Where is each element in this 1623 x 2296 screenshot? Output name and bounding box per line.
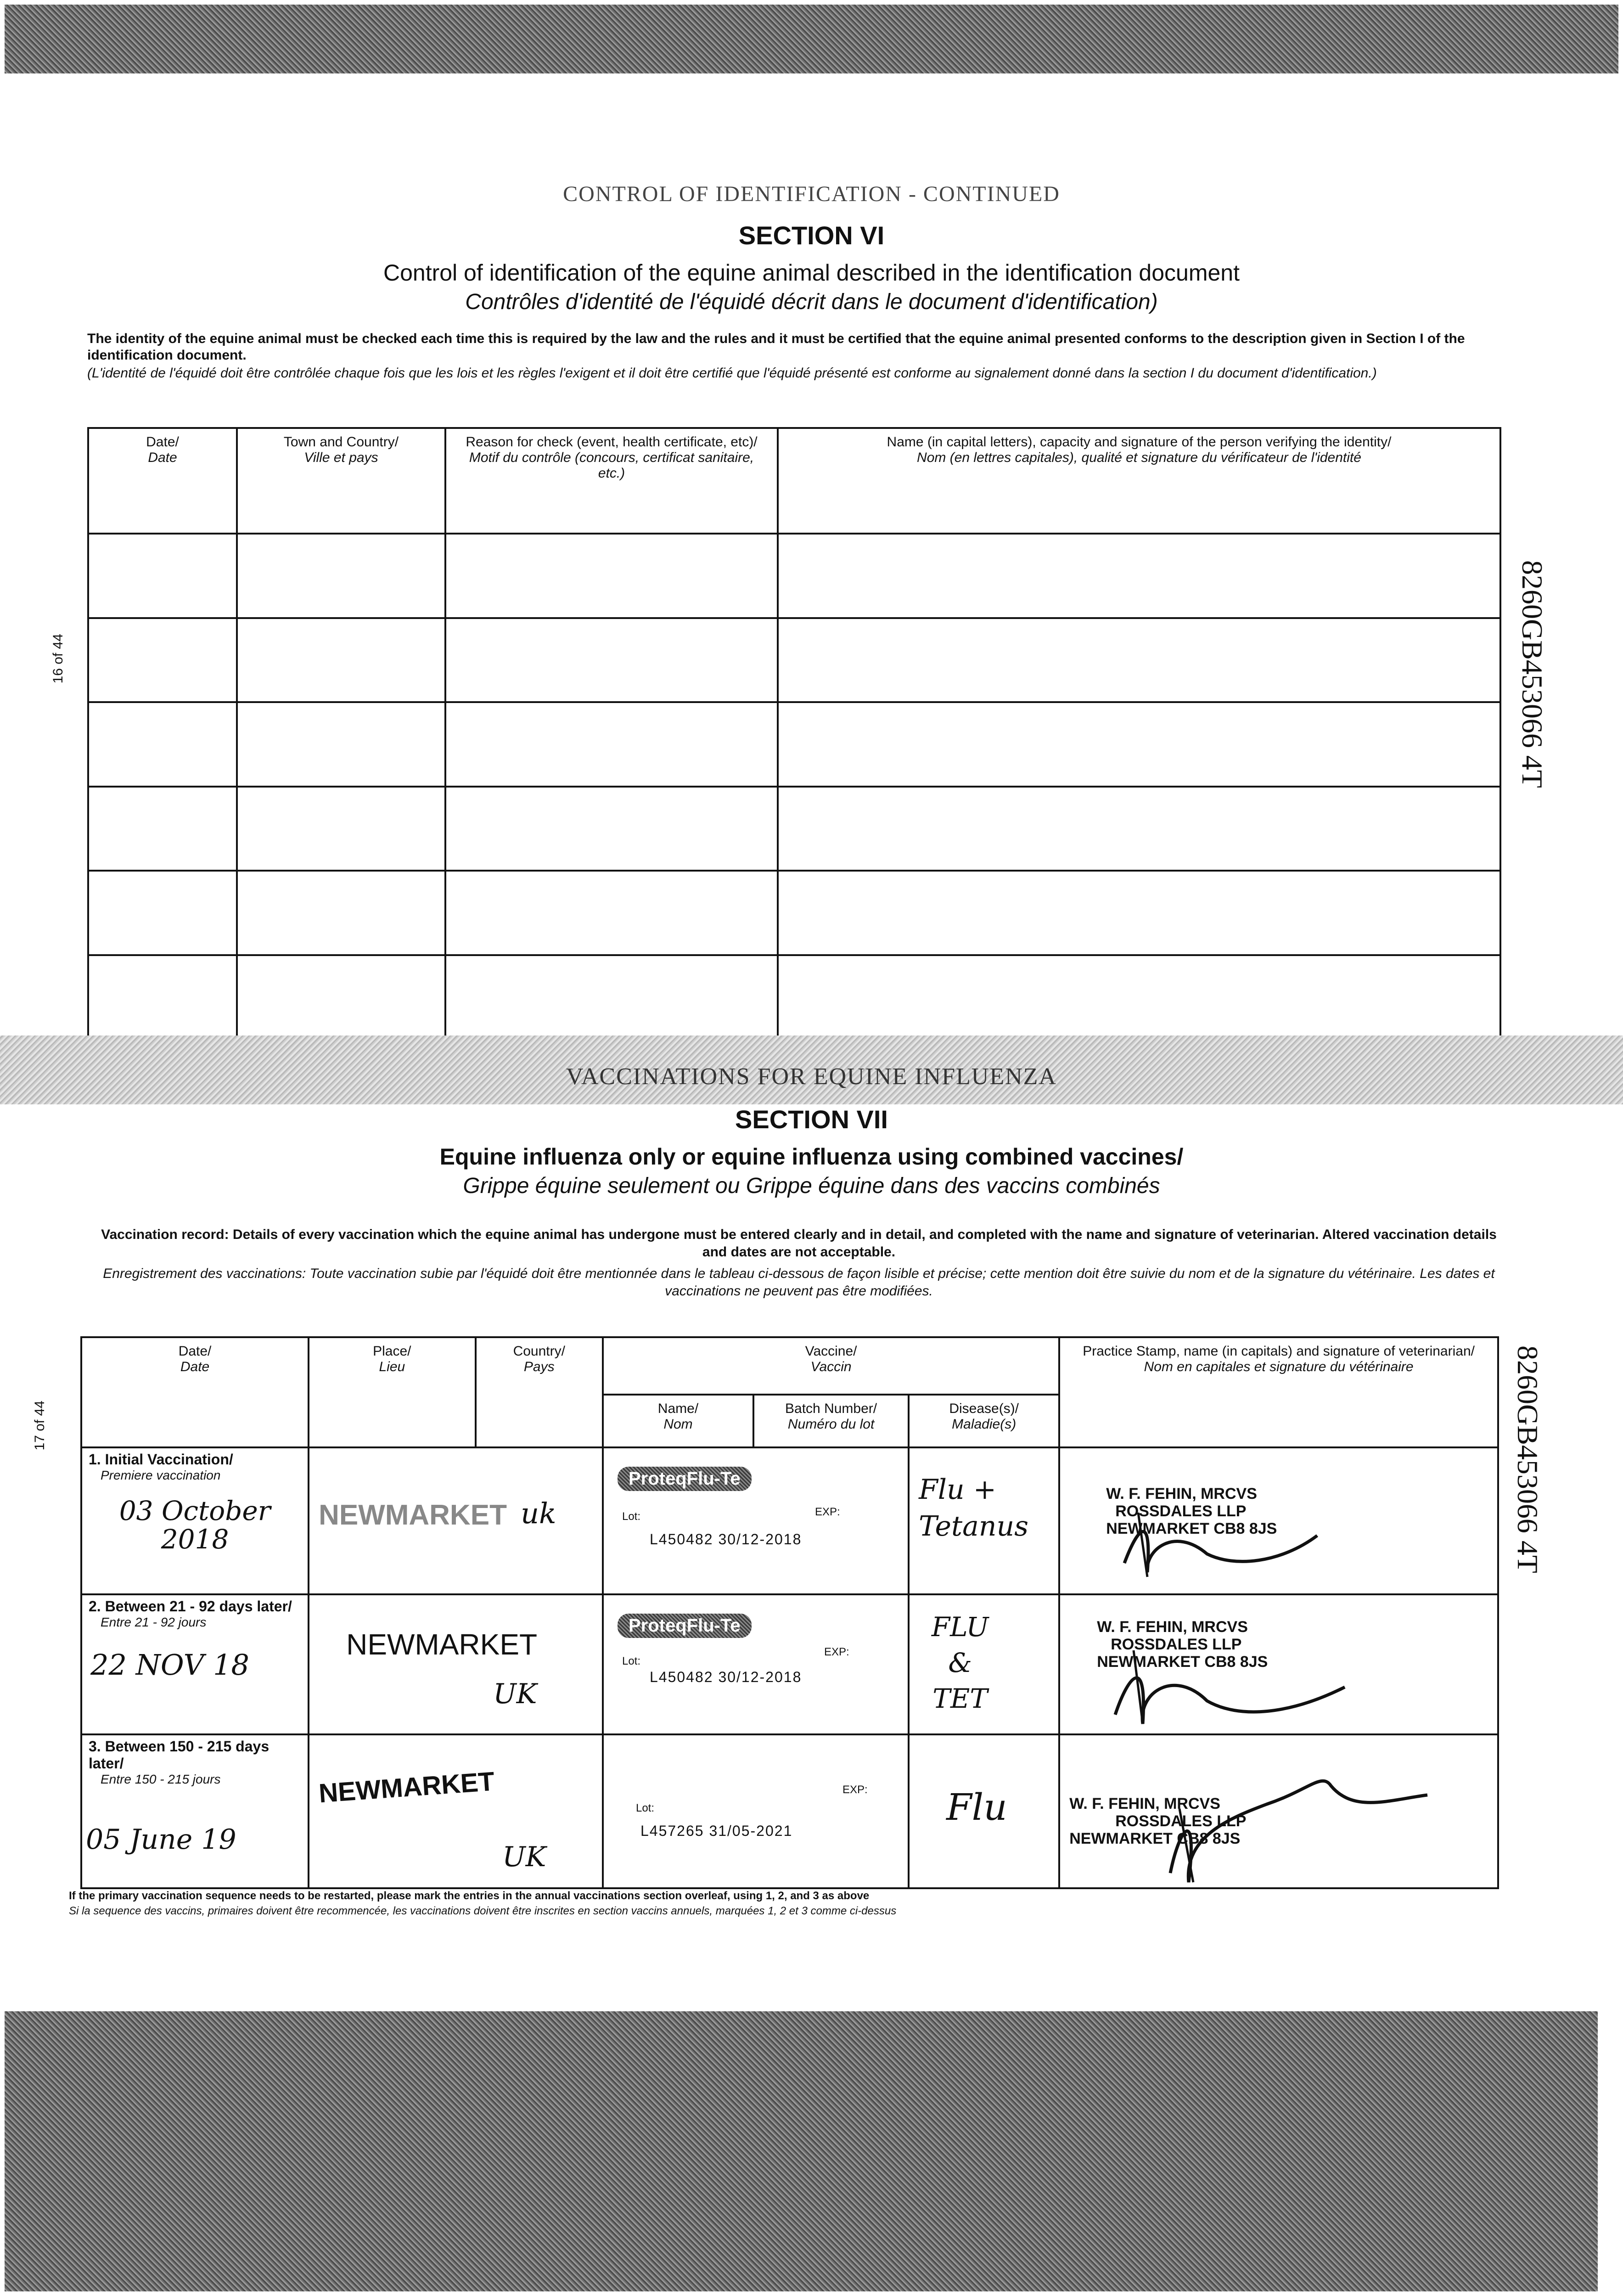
col-vaccine-name-fr: Nom	[663, 1417, 693, 1432]
row1-place: NEWMARKET	[319, 1499, 507, 1531]
section7-page-label: 17 of 44	[32, 1401, 47, 1451]
row1-practice-line1: W. F. FEHIN, MRCVS	[1106, 1485, 1257, 1503]
col-country	[476, 1337, 603, 1447]
row1-signature-icon	[1097, 1458, 1372, 1595]
row2-lot-label: Lot:	[622, 1655, 640, 1667]
col-town-fr: Ville et pays	[304, 450, 378, 465]
row3-label-en: 3. Between 150 - 215 days later/	[89, 1738, 270, 1772]
col-date-en: Date/	[146, 434, 179, 450]
col-vacc-date	[81, 1337, 309, 1447]
vaccination-row-2	[81, 1594, 1498, 1734]
col-practice	[1059, 1337, 1498, 1447]
row3-place: NEWMARKET	[318, 1766, 496, 1809]
section7-record-fr: Enregistrement des vaccinations: Toute vaccination subie par l'équidé doit être mentionnée dans le tableau ci-dessous de façon lisible et précise; cette mention doit être suivie du nom et de la signature du vétérinaire. Les dates et vaccinations ne peuvent pas être modifiées.	[103, 1266, 1495, 1299]
row3-practice-line1: W. F. FEHIN, MRCVS	[1069, 1795, 1220, 1812]
col-place-fr: Lieu	[379, 1359, 405, 1374]
col-date-fr: Date	[148, 450, 177, 465]
section6-intro-en: The identity of the equine animal must be checked each time this is required by the law and the rules and it must be certified that the equine animal presented conforms to the description given in Section I of the identification document.	[87, 331, 1465, 363]
row1-exp-label: EXP:	[814, 1506, 840, 1518]
table-row	[88, 534, 1500, 618]
col-verifier	[778, 428, 1500, 534]
col-disease	[909, 1395, 1059, 1447]
col-disease-fr: Maladie(s)	[952, 1417, 1016, 1432]
row3-practice-line2: ROSSDALES LLP	[1115, 1812, 1247, 1830]
row3-disease: Flu	[946, 1786, 1007, 1829]
table-row	[88, 702, 1500, 787]
row1-label-fr: Premiere vaccination	[101, 1468, 221, 1482]
footnote-en: If the primary vaccination sequence needs to be restarted, please mark the entries in the annual vaccinations section overleaf, using 1, 2, and 3 as above	[69, 1890, 870, 1902]
section7-doc-number: 8260GB453066 4T	[1511, 1345, 1544, 1573]
col-town-en: Town and Country/	[283, 434, 399, 450]
col-batch-en: Batch Number/	[785, 1401, 877, 1416]
col-reason	[445, 428, 778, 534]
table-row	[88, 787, 1500, 871]
row2-date: 22 NOV 18	[90, 1648, 249, 1682]
row3-lot-label: Lot:	[635, 1802, 654, 1814]
col-vaccine-name-en: Name/	[657, 1401, 699, 1416]
row3-country: UK	[502, 1841, 546, 1873]
row2-disease: FLU & TET	[931, 1611, 989, 1714]
row2-practice-line2: ROSSDALES LLP	[1111, 1636, 1242, 1653]
vaccination-table	[80, 1336, 1499, 1889]
col-place	[309, 1337, 475, 1447]
col-reason-fr: Motif du contrôle (concours, certificat sanitaire, etc.)	[469, 450, 754, 481]
section7-record-en: Vaccination record: Details of every vaccination which the equine animal has undergone must be entered clearly and in detail, and completed with the name and signature of veterinarian. Altered vaccination details and dates are not acceptable.	[101, 1227, 1497, 1260]
row1-lot-label: Lot:	[622, 1510, 640, 1523]
row3-batch: L457265 31/05-2021	[640, 1823, 793, 1839]
table-row	[88, 955, 1500, 1040]
footnote-fr: Si la sequence des vaccins, primaires doivent être recommencée, les vaccinations doivent être inscrites en section vaccins annuels, marquées 1, 2 et 3 comme ci-dessus	[69, 1905, 897, 1917]
section6-top-banner: CONTROL OF IDENTIFICATION - CONTINUED	[563, 182, 1060, 206]
row2-country: UK	[493, 1678, 537, 1710]
col-town	[237, 428, 445, 534]
row2-exp-label: EXP:	[824, 1646, 849, 1658]
col-vacc-date-en: Date/	[178, 1344, 212, 1359]
row2-place: NEWMARKET	[346, 1628, 538, 1661]
row1-date: 03 October 2018	[119, 1495, 271, 1555]
row1-practice-line3: NEWMARKET CB8 8JS	[1106, 1520, 1277, 1537]
table-row	[88, 618, 1500, 703]
identification-checks-table	[87, 427, 1501, 1040]
section6-doc-number: 8260GB453066 4T	[1516, 560, 1549, 788]
row2-practice-line3: NEWMARKET CB8 8JS	[1097, 1653, 1268, 1671]
col-vaccine-en: Vaccine/	[805, 1344, 857, 1359]
section7-label: SECTION VII	[735, 1105, 888, 1134]
row2-vaccine-label: ProteqFlu-Te	[618, 1614, 752, 1638]
bottom-scan-border	[5, 2011, 1598, 2291]
col-batch	[753, 1395, 909, 1447]
col-vaccine-fr: Vaccin	[810, 1359, 852, 1374]
row1-practice-line2: ROSSDALES LLP	[1115, 1503, 1247, 1520]
vaccination-row-1	[81, 1447, 1498, 1594]
row3-label-fr: Entre 150 - 215 jours	[101, 1772, 221, 1786]
table-row	[88, 871, 1500, 955]
col-verifier-en: Name (in capital letters), capacity and signature of the person verifying the identity/	[887, 434, 1392, 450]
col-vacc-date-fr: Date	[180, 1359, 210, 1374]
row1-disease: Flu + Tetanus	[919, 1474, 1028, 1542]
vaccination-row-3	[81, 1734, 1498, 1888]
section6-title-en: Control of identification of the equine animal described in the identification document	[383, 260, 1240, 286]
row1-vaccine-label: ProteqFlu-Te	[618, 1467, 752, 1491]
row3-signature-icon	[1115, 1735, 1437, 1887]
section6-intro-fr: (L'identité de l'équidé doit être contrôlée chaque fois que les lois et les règles l'exigent et il doit être certifié que l'équidé présenté est conforme au signalement donné dans la section I du document d'identification.)	[87, 366, 1377, 381]
col-vaccine	[603, 1337, 1059, 1395]
section6-label: SECTION VI	[738, 221, 885, 250]
row2-batch: L450482 30/12-2018	[649, 1669, 802, 1685]
section7-title-en: Equine influenza only or equine influenza using combined vaccines/	[439, 1144, 1184, 1170]
row3-date: 05 June 19	[86, 1823, 236, 1856]
col-vaccine-name	[603, 1395, 753, 1447]
col-practice-en: Practice Stamp, name (in capitals) and signature of veterinarian/	[1083, 1344, 1475, 1359]
col-verifier-fr: Nom (en lettres capitales), qualité et signature du vérificateur de l'identité	[917, 450, 1361, 465]
col-country-en: Country/	[513, 1344, 565, 1359]
section7-title-fr: Grippe équine seulement ou Grippe équine dans des vaccins combinés	[463, 1174, 1160, 1198]
row3-exp-label: EXP:	[842, 1784, 868, 1796]
row2-signature-icon	[1088, 1600, 1382, 1738]
col-practice-fr: Nom en capitales et signature du vétérinaire	[1144, 1359, 1414, 1374]
col-reason-en: Reason for check (event, health certificate, etc)/	[466, 434, 758, 450]
section6-page-label: 16 of 44	[51, 634, 66, 684]
row2-practice-line1: W. F. FEHIN, MRCVS	[1097, 1618, 1248, 1636]
col-disease-en: Disease(s)/	[949, 1401, 1019, 1416]
row3-practice-line3: NEWMARKET CB8 8JS	[1069, 1830, 1241, 1847]
section6-title-fr: Contrôles d'identité de l'équidé décrit dans le document d'identification)	[465, 290, 1158, 314]
top-scan-border	[5, 5, 1618, 73]
col-date	[88, 428, 237, 534]
row1-country: uk	[521, 1497, 556, 1530]
col-place-en: Place/	[373, 1344, 411, 1359]
col-batch-fr: Numéro du lot	[787, 1417, 875, 1432]
row1-batch: L450482 30/12-2018	[649, 1531, 802, 1548]
row1-label-en: 1. Initial Vaccination/	[89, 1451, 233, 1468]
col-country-fr: Pays	[523, 1359, 555, 1374]
row2-label-fr: Entre 21 - 92 jours	[101, 1615, 207, 1629]
section7-banner: VACCINATIONS FOR EQUINE INFLUENZA	[566, 1064, 1057, 1090]
row2-label-en: 2. Between 21 - 92 days later/	[89, 1598, 292, 1615]
